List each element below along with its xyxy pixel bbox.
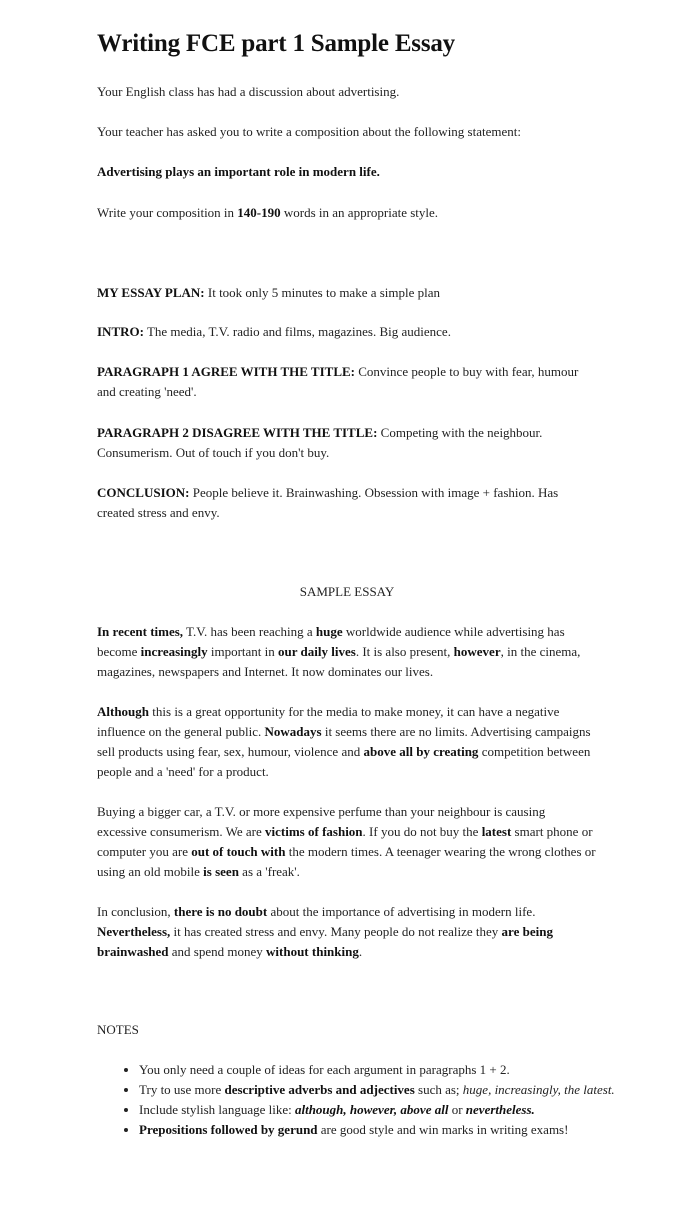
note-item [139, 1100, 639, 1120]
text-run: victims of fashion [265, 824, 363, 839]
text-run: T.V. has been reaching a [183, 624, 316, 639]
notes-list [97, 1060, 639, 1140]
text-run: about the importance of advertising in modern life. [267, 904, 536, 919]
note-item [139, 1080, 639, 1100]
text-run: such as; [414, 1082, 463, 1097]
text-run: . It is also present, [355, 644, 454, 659]
intro-line-2: Your teacher has asked you to write a composition about the following statement: [97, 124, 521, 139]
instruction-text-end: words in an appropriate style. [280, 205, 439, 220]
text-run: Nowadays [264, 724, 322, 739]
text-run: smart phone or computer you are [97, 824, 593, 859]
essay-paragraph [97, 902, 597, 962]
note-item [139, 1120, 639, 1140]
text-run: and spend money [168, 944, 267, 959]
plan-heading-text: It took only 5 minutes to make a simple plan [204, 285, 441, 300]
text-run: as a 'freak'. [238, 864, 300, 879]
text-run: , in the cinema, magazines, newspapers and Internet. It now dominates our lives. [97, 644, 581, 679]
text-run: huge [315, 624, 343, 639]
text-run: Try to use more [139, 1082, 225, 1097]
text-run: huge, increasingly, the latest. [462, 1082, 615, 1097]
page-title: Writing FCE part 1 Sample Essay [97, 30, 455, 57]
text-run: are good style and win marks in writing exams! [317, 1122, 569, 1137]
notes-heading: NOTES [97, 1022, 139, 1037]
note-item [139, 1060, 639, 1080]
text-run: You only need a couple of ideas for each argument in paragraphs 1 + 2. [139, 1062, 510, 1077]
sample-essay-heading: SAMPLE ESSAY [299, 584, 395, 599]
plan-intro-text: The media, T.V. radio and films, magazines. Big audience. [143, 324, 451, 339]
text-run: are being brainwashed [97, 924, 553, 959]
text-run: important in [207, 644, 279, 659]
text-run: it seems there are no limits. Advertising campaigns sell products using fear, sex, humour, violence and [97, 724, 591, 759]
plan-p1-text: Convince people to buy with fear, humour and creating 'need'. [97, 364, 579, 399]
essay-statement [97, 162, 597, 182]
statement-text: Advertising plays an important role in modern life. [97, 164, 380, 179]
plan-conclusion-label: CONCLUSION: [97, 485, 190, 500]
text-run: although, however, above all [294, 1102, 449, 1117]
essay-paragraph [97, 702, 597, 782]
instruction-line [97, 203, 597, 223]
plan-intro [97, 322, 597, 342]
text-run: In recent times, [97, 624, 184, 639]
plan-heading [97, 283, 597, 303]
text-run: Although [97, 704, 150, 719]
essay-paragraph [97, 802, 597, 882]
text-run: worldwide audience while advertising has become [97, 624, 565, 659]
text-run: the modern times. A teenager wearing the wrong clothes or using an old mobile [97, 844, 596, 879]
plan-heading-label: MY ESSAY PLAN: [97, 285, 205, 300]
text-run: there is no doubt [173, 904, 268, 919]
text-run: this is a great opportunity for the media to make money, it can have a negative influence on the general public. [97, 704, 560, 739]
essay-paragraph [97, 622, 597, 682]
text-run: Buying a bigger car, a T.V. or more expensive perfume than your neighbour is causing excessive consumerism. We are [97, 804, 546, 839]
word-count: 140-190 [237, 205, 281, 220]
text-run: increasingly [140, 644, 208, 659]
text-run: Include stylish language like: [139, 1102, 295, 1117]
text-run: latest [481, 824, 512, 839]
text-run: it has created stress and envy. Many people do not realize they [170, 924, 502, 939]
text-run: nevertheless. [465, 1102, 535, 1117]
plan-p2-text: Competing with the neighbour. Consumerism. Out of touch if you don't buy. [97, 425, 543, 460]
text-run: our daily lives [278, 644, 356, 659]
text-run: . [358, 944, 363, 959]
plan-intro-label: INTRO: [97, 324, 144, 339]
text-run: Nevertheless, [97, 924, 171, 939]
text-run: out of touch with [191, 844, 286, 859]
plan-conclusion [97, 483, 597, 523]
plan-p2-label: PARAGRAPH 2 DISAGREE WITH THE TITLE: [97, 425, 378, 440]
text-run: or [448, 1102, 466, 1117]
text-run: . If you do not buy the [362, 824, 482, 839]
text-run: descriptive adverbs and adjectives [224, 1082, 415, 1097]
plan-paragraph-2 [97, 423, 597, 463]
plan-paragraph-1 [97, 362, 597, 402]
text-run: In conclusion, [97, 904, 174, 919]
text-run: is seen [203, 864, 239, 879]
text-run: Prepositions followed by gerund [139, 1122, 318, 1137]
text-run: however [453, 644, 501, 659]
intro-line-1: Your English class has had a discussion about advertising. [97, 84, 400, 99]
text-run: competition between people and a 'need' for a product. [97, 744, 591, 779]
plan-conclusion-text: People believe it. Brainwashing. Obsession with image + fashion. Has created stress and envy. [97, 485, 559, 520]
plan-p1-label: PARAGRAPH 1 AGREE WITH THE TITLE: [97, 364, 356, 379]
text-run: above all by creating [363, 744, 479, 759]
instruction-text: Write your composition in [97, 205, 238, 220]
text-run: without thinking [266, 944, 359, 959]
